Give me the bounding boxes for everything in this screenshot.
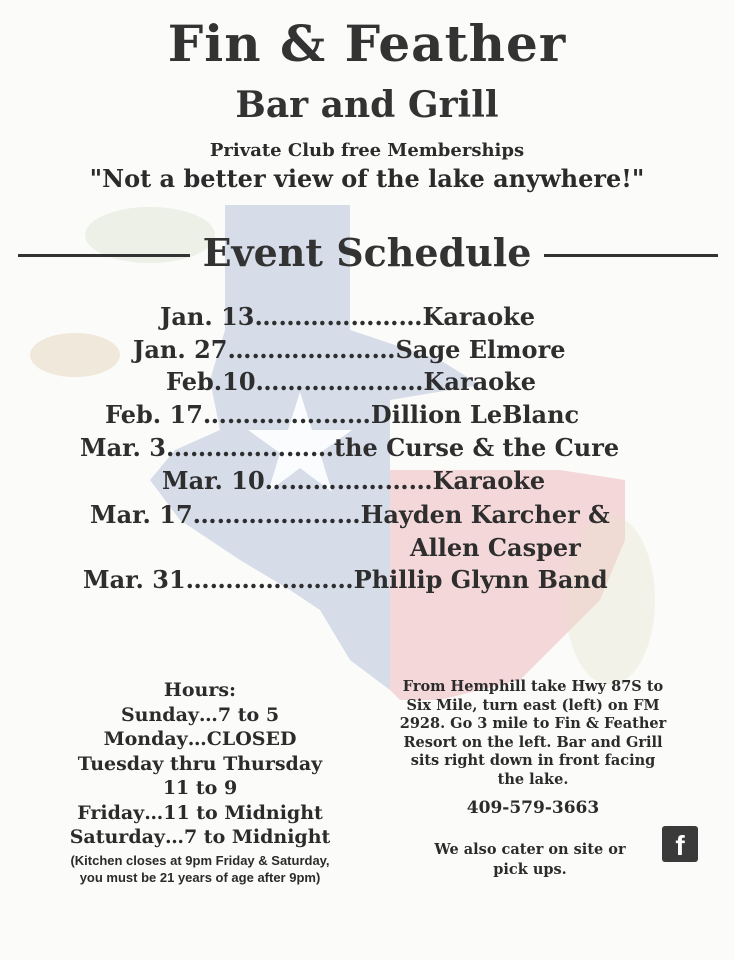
hours-tue-thu-times: 11 to 9 bbox=[162, 777, 238, 799]
business-subtitle: Bar and Grill bbox=[235, 84, 499, 126]
hours-saturday: Saturday…7 to Midnight bbox=[69, 826, 331, 848]
hours-note: (Kitchen closes at 9pm Friday & Saturday, you must be 21 years of age after 9pm) bbox=[70, 852, 330, 885]
event-row: Jan. 13…………………Karaoke bbox=[160, 302, 535, 331]
event-row-continued: Allen Casper bbox=[410, 533, 581, 562]
schedule-heading: Event Schedule bbox=[202, 230, 532, 275]
tagline: "Not a better view of the lake anywhere!" bbox=[89, 164, 645, 193]
event-row: Mar. 3…………………the Curse & the Cure bbox=[80, 433, 620, 462]
hours-tue-thu: Tuesday thru Thursday bbox=[77, 752, 323, 775]
event-row: Feb.10…………………Karaoke bbox=[166, 367, 537, 396]
membership-line: Private Club free Memberships bbox=[209, 140, 525, 161]
event-row: Feb. 17…………………Dillion LeBlanc bbox=[105, 400, 580, 429]
event-row: Jan. 27…………………Sage Elmore bbox=[133, 335, 566, 364]
business-title: Fin & Feather bbox=[167, 14, 567, 73]
phone-number: 409-579-3663 bbox=[466, 798, 600, 818]
event-row: Mar. 10…………………Karaoke bbox=[162, 466, 546, 495]
hours-sunday: Sunday…7 to 5 bbox=[120, 703, 280, 726]
bird-sketch-left bbox=[30, 333, 120, 377]
hours-friday: Friday…11 to Midnight bbox=[77, 801, 323, 824]
event-row: Mar. 17…………………Hayden Karcher & bbox=[90, 500, 610, 529]
hours-block bbox=[60, 678, 340, 886]
directions-text: From Hemphill take Hwy 87S to Six Mile, turn east (left) on FM 2928. Go 3 mile to Fin & Feather Resort on the left. Bar and Grill sits right down in front facing the lake. bbox=[399, 678, 667, 788]
event-row: Mar. 31…………………Phillip Glynn Band bbox=[83, 565, 608, 594]
hours-heading: Hours: bbox=[163, 679, 237, 701]
catering-note: We also cater on site or pick ups. bbox=[434, 841, 626, 878]
hours-monday: Monday…CLOSED bbox=[103, 728, 297, 750]
facebook-icon[interactable]: f bbox=[662, 826, 698, 862]
heading-rule-right bbox=[544, 254, 718, 257]
